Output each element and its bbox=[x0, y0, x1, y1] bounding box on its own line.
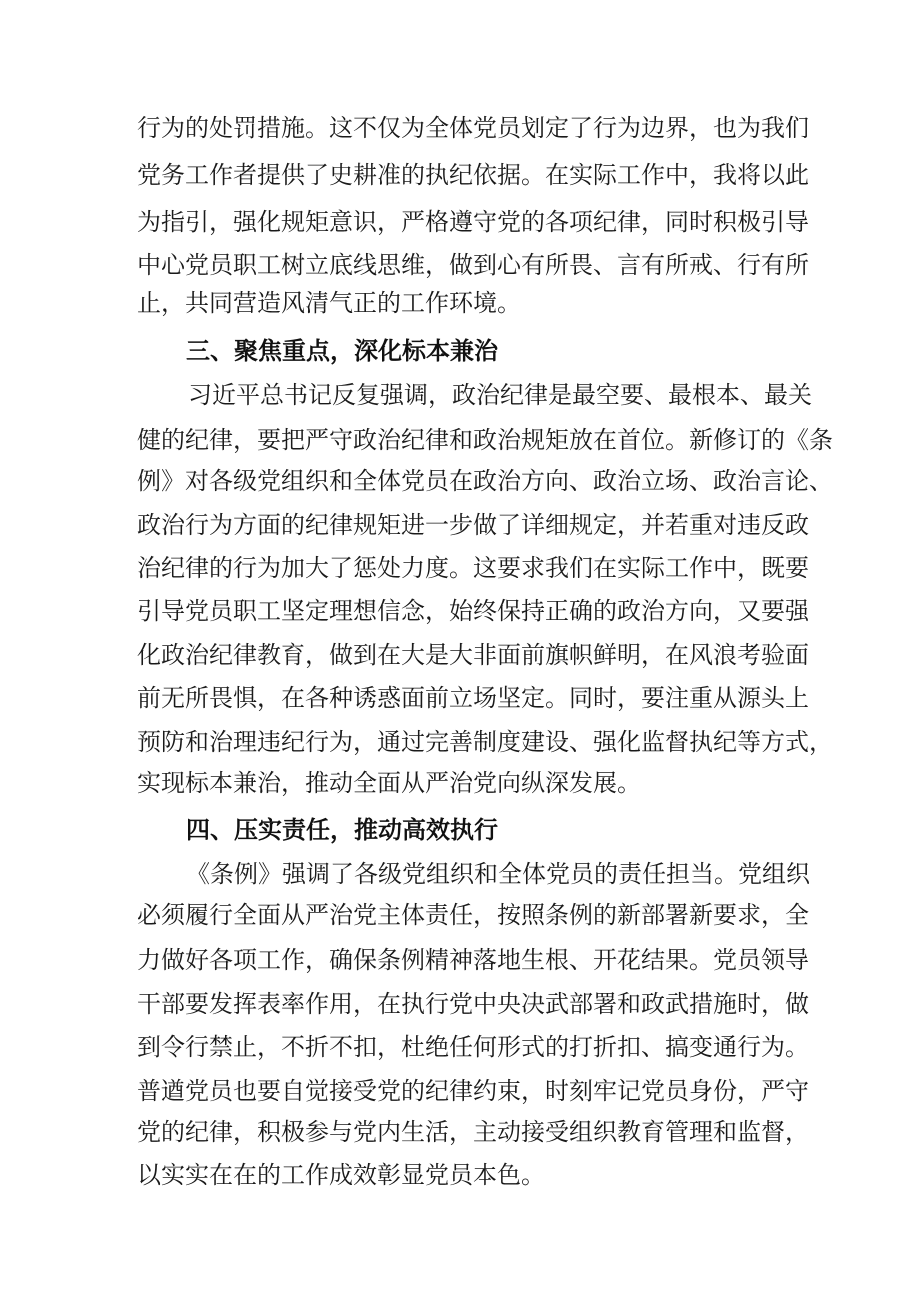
paragraph-line: 行为的处罚措施。这不仅为全体党员划定了行为边界，也为我们 bbox=[137, 114, 809, 142]
paragraph-line: 预防和治理违纪行为，通过完善制度建设、强化监督执纪等方式， bbox=[137, 728, 833, 756]
paragraph-line: 党务工作者提供了史耕准的执纪依据。在实际工作中，我将以此 bbox=[137, 161, 809, 189]
paragraph-line: 政治行为方面的纪律规矩进一步做了详细规定，并若重对违反政 bbox=[137, 511, 809, 539]
paragraph-line: 止，共同营造风清气正的工作环境。 bbox=[137, 289, 521, 317]
paragraph-line: 前无所畏惧，在各种诱惑面前立场坚定。同时，要注重从源头上 bbox=[137, 684, 809, 712]
paragraph-line: 实现标本兼治，推动全面从严治党向纵深发展。 bbox=[137, 769, 641, 797]
paragraph-line: 干部要发挥表率作用，在执行党中央决武部署和政武措施时，做 bbox=[137, 990, 809, 1018]
paragraph-line: 党的纪律，积极参与党内生活，主动接受组织教育管理和监督， bbox=[137, 1118, 809, 1146]
paragraph-line: 到令行禁止，不折不扣，杜绝任何形式的打折扣、搞变通行为。 bbox=[137, 1033, 809, 1061]
paragraph-line: 治纪律的行为加大了惩处力度。这要求我们在实际工作中，既要 bbox=[137, 554, 809, 582]
paragraph-line: 健的纪律，要把严守政治纪律和政治规矩放在首位。新修订的《条 bbox=[137, 426, 833, 454]
paragraph-line: 中心党员职工树立底线思维，做到心有所畏、言有所戒、行有所 bbox=[137, 251, 809, 279]
paragraph-line: 例》对各级党组织和全体党员在政治方向、政治立场、政治言论、 bbox=[137, 467, 833, 495]
paragraph-line: 以实实在在的工作成效彰显党员本色。 bbox=[137, 1161, 545, 1189]
paragraph-line: 化政治纪律教育，做到在大是大非面前旗帜鲜明，在风浪考验面 bbox=[137, 641, 809, 669]
paragraph-line: 必须履行全面从严治党主体责任，按照条例的新部署新要求，全 bbox=[137, 901, 809, 929]
paragraph-line: 《条例》强调了各级党组织和全体党员的责任担当。党组织 bbox=[186, 860, 810, 888]
section-heading: 四、压实责任，推动高效执行 bbox=[186, 816, 498, 844]
paragraph-line: 普遒党员也要自觉接受党的纪律约束，时刻牢记党员身份，严守 bbox=[137, 1077, 809, 1105]
paragraph-line: 引导党员职工坚定理想信念，始终保持正确的政治方向，又要强 bbox=[137, 597, 809, 625]
paragraph-line: 习近平总书记反复强调，政治纪律是最空要、最根本、最关 bbox=[188, 381, 812, 409]
section-heading: 三、聚焦重点，深化标本兼治 bbox=[186, 337, 498, 365]
paragraph-line: 为指引，强化规矩意识，严格遵守党的各项纪律，同时积极引导 bbox=[137, 208, 809, 236]
paragraph-line: 力做好各项工作，确保条例精神落地生根、开花结果。党员领导 bbox=[137, 946, 809, 974]
